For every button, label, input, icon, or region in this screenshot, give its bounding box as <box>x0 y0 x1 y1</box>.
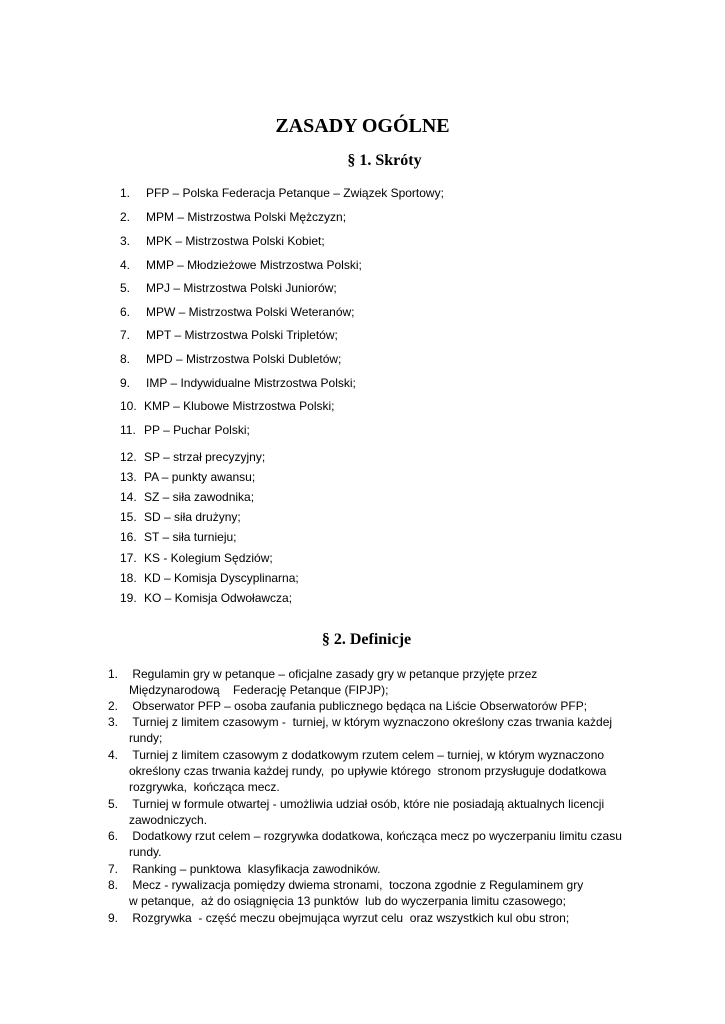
list-item: 8. Mecz - rywalizacja pomiędzy dwiema stronami, toczona zgodnie z Regulaminem gry w petanque, aż do osiągnięcia 13 punktów lub do wyczerpania limitu czasowego; <box>108 878 584 909</box>
list-item: 3. Turniej z limitem czasowym - turniej, w którym wyznaczono określony czas trwania każdej rundy; <box>108 715 613 746</box>
list-item: 6. Dodatkowy rzut celem – rozgrywka dodatkowa, kończąca mecz po wyczerpaniu limitu czasu rundy. <box>108 829 622 860</box>
section-2-heading: § 2. Definicje <box>321 631 412 648</box>
list-item: 5. Turniej w formule otwartej - umożliwia udział osób, które nie posiadają aktualnych licencji zawodniczych. <box>108 797 605 828</box>
section-1-heading: § 1. Skróty <box>347 152 422 169</box>
abbreviations-list: 1. PFP – Polska Federacja Petanque – Związek Sportowy; 2. MPM – Mistrzostwa Polski Mężczyzn; 3. MPK – Mistrzostwa Polski Kobiet; 4. MMP – Młodzieżowe Mistrzostwa Polski; 5. MPJ – Mistrzostwa Polski Juniorów; 6. MPW – Mistrzostwa Polski Weteranów; 7. MPT – Mistrzostwa Polski Tripletów; 8. MPD – Mistrzostwa Polski Dubletów; 9. IMP – Indywidualne Mistrzostwa Polski; 10. KMP – Klubowe Mistrzostwa Polski; 11. PP – Puchar Polski; 12. SP – strzał precyzyjny; 13. PA – punkty awansu; 14. SZ – siła zawodnika; 15. SD – siła drużyny; 16. ST – siła turnieju; 17. KS - Kolegium Sędziów; 18. KD – Komisja Dyscyplinarna; 19. KO – Komisja Odwoławcza; <box>120 186 444 605</box>
list-item: 4. Turniej z limitem czasowym z dodatkowym rzutem celem – turniej, w którym wyznaczono określony czas trwania każdej rundy, po upływie którego stronom przysługuje dodatkowa rozgrywka, kończąca mecz. <box>108 748 607 795</box>
list-item: 9. Rozgrywka - część meczu obejmująca wyrzut celu oraz wszystkich kul obu stron; <box>108 911 570 925</box>
document-title: ZASADY OGÓLNE <box>275 115 450 137</box>
list-item: 1. Regulamin gry w petanque – oficjalne zasady gry w petanque przyjęte przez Międzynarodową Federację Petanque (FIPJP); <box>108 667 538 698</box>
list-item: 7. Ranking – punktowa klasyfikacja zawodników. <box>108 862 381 876</box>
list-item: 2. Obserwator PFP – osoba zaufania publicznego będąca na Liście Obserwatorów PFP; <box>108 699 588 713</box>
